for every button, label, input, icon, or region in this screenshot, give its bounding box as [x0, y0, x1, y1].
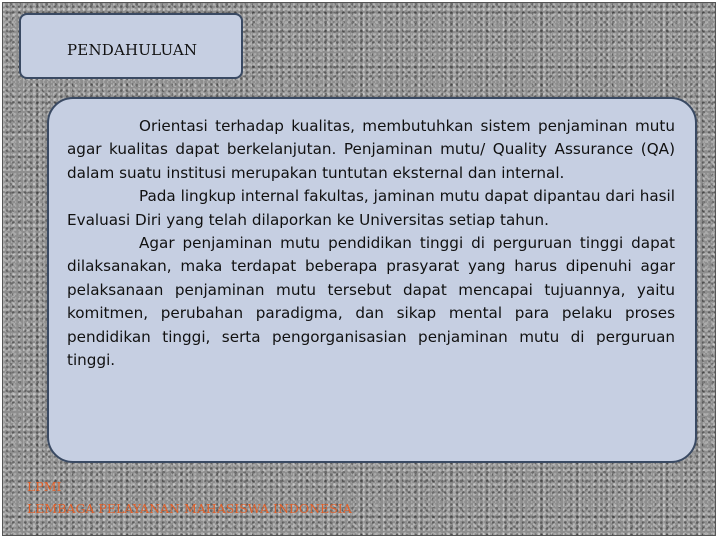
title-box: [19, 13, 243, 79]
content-box: [47, 97, 697, 463]
slide-background: [2, 2, 716, 536]
paragraph-3: Agar penjaminan mutu pendidikan tinggi di perguruan tinggi dapat dilaksanakan, maka terdapat beberapa prasyarat yang harus dipenuhi agar pelaksanaan penjaminan mutu tersebut dapat mencapai tujuannya, yaitu komitmen, perubahan paradigma, dan sikap mental para pelaku proses pendidikan tinggi, serta pengorganisasian penjaminan mutu di perguruan tinggi.: [67, 234, 675, 370]
paragraph-1: Orientasi terhadap kualitas, membutuhkan sistem penjaminan mutu agar kualitas dapat berkelanjutan. Penjaminan mutu/ Quality Assurance (QA) dalam suatu institusi merupakan tuntutan eksternal dan internal.: [67, 117, 675, 182]
footer-organization: LEMBAGA PELAYANAN MAHASISWA INDONESIA: [27, 501, 352, 516]
footer-acronym: LPMI: [27, 479, 62, 494]
slide-title: PENDAHULUAN: [67, 41, 198, 59]
paragraph-2: Pada lingkup internal fakultas, jaminan mutu dapat dipantau dari hasil Evaluasi Diri yang telah dilaporkan ke Universitas setiap tahun.: [67, 187, 675, 229]
